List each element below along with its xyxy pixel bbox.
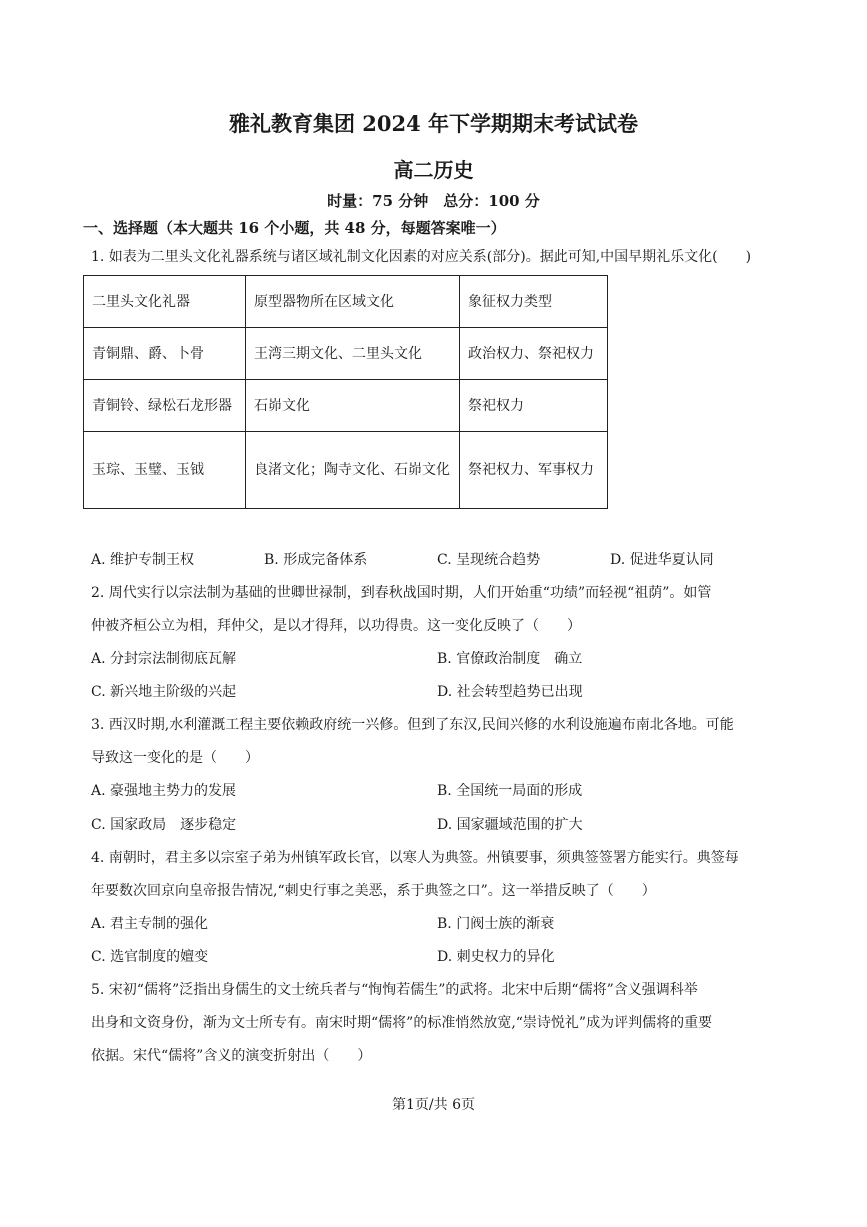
q1-option-a[interactable]: A. 维护专制王权 bbox=[91, 552, 195, 568]
q2-stem-line1: 2. 周代实行以宗法制为基础的世卿世禄制，到春秋战国时期，人们开始重“功绩”而轻视“祖荫”。如管 bbox=[91, 585, 712, 601]
table-cell: 良渚文化；陶寺文化、石峁文化 bbox=[246, 432, 460, 509]
table-cell: 青铜鼎、爵、卜骨 bbox=[84, 328, 246, 380]
q1-option-b[interactable]: B. 形成完备体系 bbox=[264, 552, 368, 568]
q3-stem-line1: 3. 西汉时期,水利灌溉工程主要依赖政府统一兴修。但到了东汉,民间兴修的水利设施遍布南北各地。可能 bbox=[91, 717, 734, 733]
exam-title: 雅礼教育集团 2024 年下学期期末考试试卷 bbox=[228, 111, 639, 136]
table-cell: 政治权力、祭祀权力 bbox=[460, 328, 608, 380]
q3-stem-line2: 导致这一变化的是（ ） bbox=[91, 750, 259, 766]
exam-meta: 时量：75 分钟 总分：100 分 bbox=[327, 192, 540, 210]
q5-stem-line2: 出身和文资身份，渐为文士所专有。南宋时期“儒将”的标准悄然放宽,“崇诗悦礼”成为评判儒将的重要 bbox=[91, 1015, 713, 1031]
section-title: 一、选择题（本大题共 16 个小题，共 48 分，每题答案唯一） bbox=[83, 219, 506, 237]
table-header-row bbox=[84, 276, 608, 328]
q2-option-d[interactable]: D. 社会转型趋势已出现 bbox=[437, 684, 583, 700]
q2-stem-line2: 仲被齐桓公立为相，拜仲父，是以才得拜，以功得贵。这一变化反映了（ ） bbox=[91, 618, 581, 634]
table-cell: 祭祀权力 bbox=[460, 380, 608, 432]
table-cell: 青铜铃、绿松石龙形器 bbox=[84, 380, 246, 432]
q4-option-c[interactable]: C. 选官制度的嬗变 bbox=[91, 949, 209, 965]
q4-stem-line1: 4. 南朝时，君主多以宗室子弟为州镇军政长官，以寒人为典签。州镇要事，须典签签署方能实行。典签每 bbox=[91, 850, 739, 866]
table-cell: 玉琮、玉璧、玉钺 bbox=[84, 432, 246, 509]
q4-option-a[interactable]: A. 君主专制的强化 bbox=[91, 916, 209, 932]
table-row bbox=[84, 380, 608, 432]
q1-option-d[interactable]: D. 促进华夏认同 bbox=[610, 552, 714, 568]
q2-option-c[interactable]: C. 新兴地主阶级的兴起 bbox=[91, 684, 237, 700]
table-header-cell: 原型器物所在区域文化 bbox=[246, 276, 460, 328]
table-cell: 石峁文化 bbox=[246, 380, 460, 432]
table-cell: 王湾三期文化、二里头文化 bbox=[246, 328, 460, 380]
table-row bbox=[84, 432, 608, 509]
q2-option-a[interactable]: A. 分封宗法制彻底瓦解 bbox=[91, 651, 237, 667]
q1-stem: 1. 如表为二里头文化礼器系统与诸区域礼制文化因素的对应关系(部分)。据此可知,中国早期礼乐文化( ) bbox=[91, 249, 752, 265]
q5-stem-line3: 依据。宋代“儒将”含义的演变折射出（ ） bbox=[91, 1048, 372, 1064]
q4-option-b[interactable]: B. 门阀士族的渐衰 bbox=[437, 916, 555, 932]
table-row bbox=[84, 328, 608, 380]
q3-option-b[interactable]: B. 全国统一局面的形成 bbox=[437, 783, 583, 799]
q3-option-a[interactable]: A. 豪强地主势力的发展 bbox=[91, 783, 237, 799]
page-number: 第1页/共 6页 bbox=[392, 1097, 475, 1113]
q1-option-c[interactable]: C. 呈现统合趋势 bbox=[437, 552, 541, 568]
q4-option-d[interactable]: D. 刺史权力的异化 bbox=[437, 949, 555, 965]
q4-stem-line2: 年要数次回京向皇帝报告情况,“刺史行事之美恶，系于典签之口”。这一举措反映了（ ） bbox=[91, 883, 656, 899]
subject-title: 高二历史 bbox=[393, 158, 474, 182]
table-header-cell: 二里头文化礼器 bbox=[84, 276, 246, 328]
table-header-cell: 象征权力类型 bbox=[460, 276, 608, 328]
q3-option-d[interactable]: D. 国家疆域范围的扩大 bbox=[437, 817, 583, 833]
q3-option-c[interactable]: C. 国家政局 逐步稳定 bbox=[91, 817, 237, 833]
q1-table bbox=[83, 275, 608, 509]
q2-option-b[interactable]: B. 官僚政治制度 确立 bbox=[437, 651, 583, 667]
table-cell: 祭祀权力、军事权力 bbox=[460, 432, 608, 509]
q5-stem-line1: 5. 宋初“儒将”泛指出身儒生的文士统兵者与“恂恂若儒生”的武将。北宋中后期“儒将”含义强调科举 bbox=[91, 982, 698, 998]
